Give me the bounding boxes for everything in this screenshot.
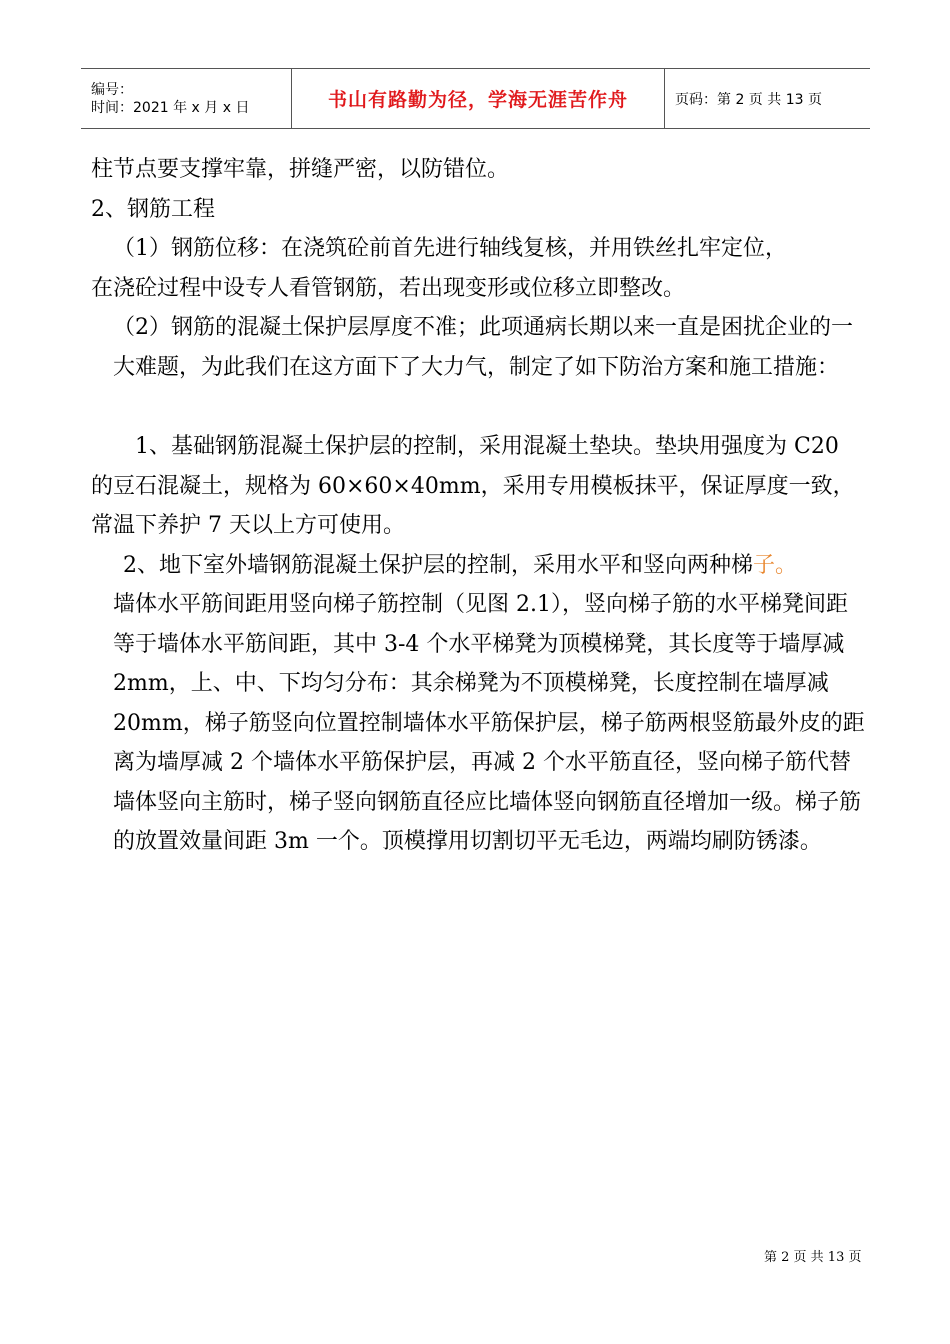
- header-motto-cell: [292, 69, 665, 129]
- document-body: [91, 150, 866, 862]
- header-page-cell: [665, 69, 871, 129]
- header-meta: [81, 69, 292, 129]
- document-date: 时间：2021 年 x 月 x 日: [91, 99, 250, 116]
- document-number: 编号：: [91, 81, 133, 98]
- paragraph-4: （2）钢筋的混凝土保护层厚度不准；此项通病长期以来一直是困扰企业的一大难题，为此我们在这方面下了大力气，制定了如下防治方案和施工措施：: [113, 315, 853, 380]
- footer-page-number: 第 2 页 共 13 页: [764, 1250, 862, 1265]
- paragraph-3-line-1: （1）钢筋位移：在浇筑砼前首先进行轴线复核，并用铁丝扎牢定位，: [113, 236, 787, 261]
- paragraph-6-highlight: 子。: [753, 552, 798, 578]
- paragraph-3-line-2: 在浇砼过程中设专人看管钢筋，若出现变形或位移立即整改。: [91, 275, 686, 301]
- spacer: [91, 387, 866, 427]
- paragraph-6: [91, 546, 866, 586]
- paragraph-5: 1、基础钢筋混凝土保护层的控制，采用混凝土垫块。垫块用强度为 C20 的豆石混凝土，规格为 60×60×40mm，采用专用模板抹平，保证厚度一致，常温下养护 7 天以上方可使用。: [91, 434, 855, 538]
- page-header: [81, 68, 870, 129]
- paragraph-1: 柱节点要支撑牢靠，拼缝严密，以防错位。: [91, 157, 510, 182]
- header-page-number: 页码：第 2 页 共 13 页: [675, 91, 822, 108]
- header-motto: 书山有路勤为径，学海无涯苦作舟: [327, 89, 628, 111]
- section-heading: 2、钢筋工程: [91, 196, 215, 222]
- paragraph-6-main: 2、地下室外墙钢筋混凝土保护层的控制，采用水平和竖向两种梯: [123, 552, 753, 578]
- paragraph-7: 墙体水平筋间距用竖向梯子筋控制（见图 2.1），竖向梯子筋的水平梯凳间距等于墙体水平筋间距，其中 3-4 个水平梯凳为顶模梯凳，其长度等于墙厚减 2mm，上、中、下均匀分布：其余梯凳为不顶模梯凳，长度控制在墙厚减 20mm，梯子筋竖向位置控制墙体水平筋保护层，梯子筋两根竖筋最外皮的距离为墙厚减 2 个墙体水平筋保护层，再减 2 个水平筋直径，竖向梯子筋代替墙体竖向主筋时，梯子竖向钢筋直径应比墙体竖向钢筋直径增加一级。梯子筋的放置效量间距 3m 一个。顶模撑用切割切平无毛边，两端均刷防锈漆。: [113, 592, 865, 854]
